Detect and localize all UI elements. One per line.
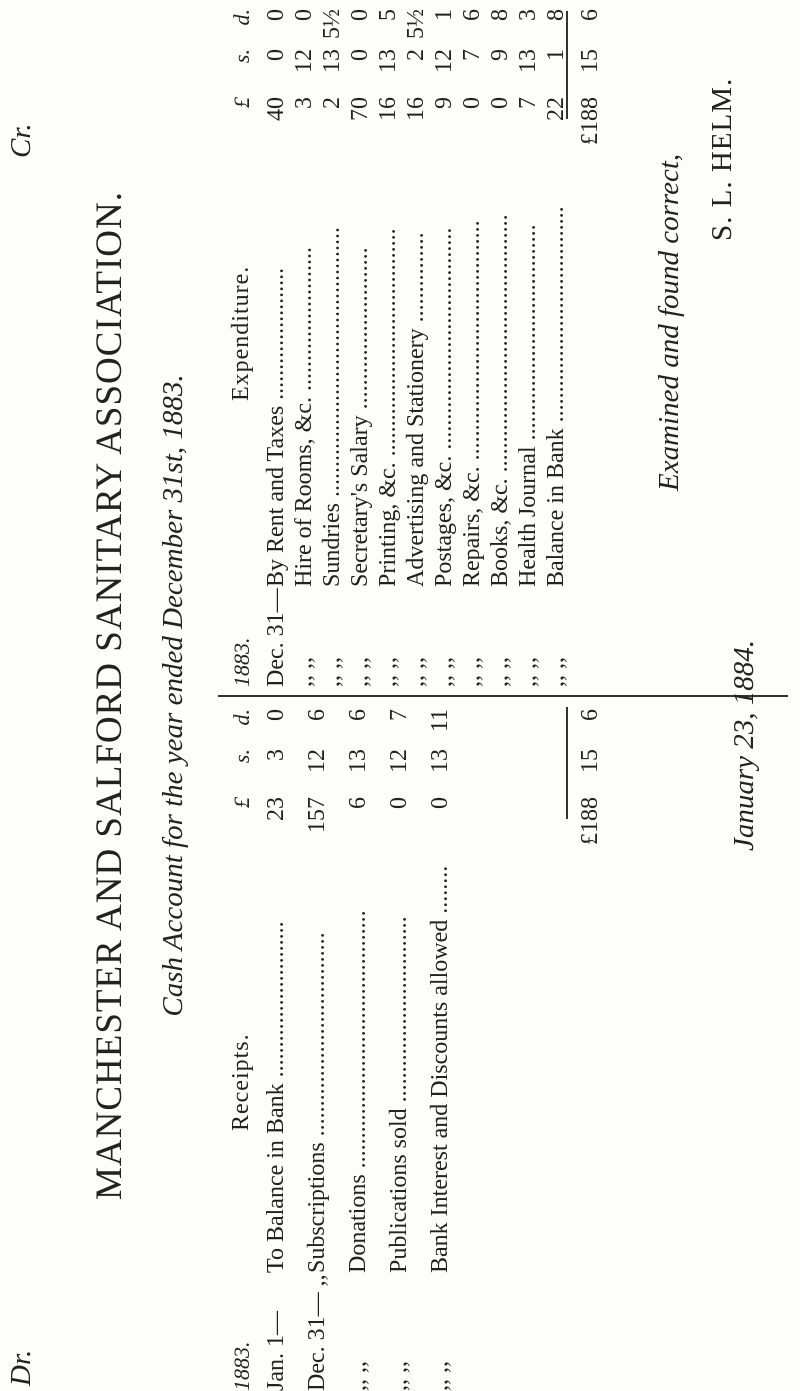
- entry-pounds: 23: [263, 797, 289, 821]
- entry-pence: 0: [263, 9, 289, 21]
- entry-pounds: 9: [431, 97, 457, 109]
- expenditure-year: 1883.: [229, 637, 254, 687]
- entry-shillings: 2: [403, 49, 429, 61]
- entry-pounds: 16: [403, 97, 429, 121]
- entry-shillings: 12: [291, 49, 317, 73]
- receipts-row: [303, 701, 331, 1391]
- entry-pence: 1: [431, 9, 457, 21]
- entry-pounds: 157: [304, 797, 330, 833]
- expenditure-heading: Expenditure.: [228, 265, 254, 401]
- attestation-date: January 23, 1884.: [728, 639, 760, 851]
- entry-pounds: 0: [386, 797, 412, 809]
- column-divider: [218, 695, 788, 697]
- expenditure-row: [514, 7, 542, 687]
- expenditure-row: [430, 7, 458, 687]
- entry-date: ,, ,,: [515, 657, 541, 687]
- auditor-signature: S. L. HELM.: [706, 77, 738, 241]
- entry-pence: 0: [347, 9, 373, 21]
- entry-shillings: 13: [345, 749, 371, 773]
- entry-pounds: 22: [543, 97, 569, 121]
- entry-date: ,, ,,: [319, 657, 345, 687]
- entry-date: ,, ,,: [345, 1361, 371, 1391]
- shillings-header: s.: [229, 749, 254, 764]
- receipts-total-pounds: £188: [577, 797, 603, 845]
- entry-pounds: 0: [459, 97, 485, 109]
- expenditure-column-header: [228, 7, 256, 687]
- entry-description: Hire of Rooms, &c. ........................: [291, 247, 317, 587]
- entry-description: Bank Interest and Discounts allowed ........: [427, 865, 453, 1273]
- entry-shillings: 13: [375, 49, 401, 73]
- entry-pence: 11: [427, 709, 453, 733]
- entry-pence: 6: [304, 709, 330, 721]
- entry-shillings: 13: [319, 49, 345, 73]
- entry-shillings: 0: [347, 49, 373, 61]
- pence-header: d.: [229, 9, 254, 26]
- receipts-total-row: [576, 701, 604, 1391]
- page-title: MANCHESTER AND SALFORD SANITARY ASSOCIATION.: [89, 191, 130, 1200]
- entry-description: Health Journal ....................................: [515, 224, 541, 587]
- expenditure-total-pounds: £188: [577, 97, 603, 145]
- expenditure-total-row: [576, 7, 604, 687]
- entry-date: Dec. 31—: [263, 588, 289, 687]
- entry-pence: 6: [459, 9, 485, 21]
- entry-date: ,, ,,: [431, 657, 457, 687]
- entry-shillings: 9: [487, 49, 513, 61]
- entry-date: ,, ,,: [375, 657, 401, 687]
- entry-date: ,, ,,: [427, 1361, 453, 1391]
- entry-description: Sundries .............................................: [319, 227, 345, 587]
- receipts-heading: Receipts.: [228, 1033, 254, 1131]
- debit-label: Dr.: [5, 1349, 37, 1386]
- entry-shillings: 12: [431, 49, 457, 73]
- entry-pounds: 7: [515, 97, 541, 109]
- entry-description: Advertising and Stationery ...............: [403, 232, 429, 587]
- entry-description: Subscriptions ..................................: [304, 932, 330, 1273]
- entry-pence: 8: [543, 9, 569, 21]
- expenditure-row: [318, 7, 346, 687]
- entry-description: To Balance in Bank ..........................: [263, 921, 289, 1273]
- expenditure-row: [374, 7, 402, 687]
- receipts-total-pence: 6: [577, 709, 603, 721]
- entry-description: Publications sold ...............................: [386, 916, 412, 1273]
- entry-pounds: 3: [291, 97, 317, 109]
- entry-shillings: 1: [543, 49, 569, 61]
- pounds-header: £: [229, 97, 254, 108]
- entry-date: ,, ,,: [487, 657, 513, 687]
- entry-pounds: 40: [263, 97, 289, 121]
- entry-pounds: 6: [345, 797, 371, 809]
- entry-pounds: 70: [347, 97, 373, 121]
- expenditure-row: [262, 7, 290, 687]
- entry-description: Postages, &c. .....................................: [431, 227, 457, 587]
- receipts-total-rule: [566, 707, 568, 819]
- expenditure-total-rule: [566, 11, 568, 119]
- pounds-header: £: [229, 797, 254, 808]
- entry-pence: 5½: [403, 9, 429, 39]
- expenditure-row: [402, 7, 430, 687]
- entry-date: ,, ,,: [386, 1361, 412, 1391]
- page-subtitle: Cash Account for the year ended December 31st, 1883.: [157, 374, 189, 1017]
- entry-pounds: 2: [319, 97, 345, 109]
- entry-pence: 5: [375, 9, 401, 21]
- entry-description: Printing, &c. ......................................: [375, 228, 401, 587]
- entry-shillings: 13: [515, 49, 541, 73]
- entry-date: ,, ,,: [347, 657, 373, 687]
- receipts-total-shillings: 15: [577, 749, 603, 773]
- entry-pence: 0: [263, 709, 289, 721]
- entry-pence: 0: [291, 9, 317, 21]
- expenditure-row: [290, 7, 318, 687]
- expenditure-row: [346, 7, 374, 687]
- expenditure-row: [458, 7, 486, 687]
- entry-description: Balance in Bank ....................................: [543, 206, 569, 587]
- entry-date: ,, ,,: [459, 657, 485, 687]
- entry-date: Dec. 31— ,,: [304, 1274, 330, 1391]
- entry-description: Books, &c. ...........................................: [487, 214, 513, 587]
- receipts-year: 1883.: [229, 1341, 254, 1391]
- entry-pounds: 16: [375, 97, 401, 121]
- entry-shillings: 0: [263, 49, 289, 61]
- entry-shillings: 12: [386, 749, 412, 773]
- entry-shillings: 3: [263, 749, 289, 761]
- receipts-row: [385, 701, 413, 1391]
- entry-date: ,, ,,: [543, 657, 569, 687]
- entry-pence: 3: [515, 9, 541, 21]
- shillings-header: s.: [229, 49, 254, 64]
- entry-pence: 5½: [319, 9, 345, 39]
- receipts-column-header: [228, 701, 256, 1391]
- entry-pence: 6: [345, 709, 371, 721]
- entry-date: ,, ,,: [403, 657, 429, 687]
- receipts-row: [262, 701, 290, 1391]
- entry-description: Repairs, &c. ........................................: [459, 220, 485, 587]
- entry-pence: 8: [487, 9, 513, 21]
- entry-pounds: 0: [427, 797, 453, 809]
- expenditure-total-shillings: 15: [577, 49, 603, 73]
- entry-date: ,, ,,: [291, 657, 317, 687]
- entry-description: Donations ...........................................: [345, 910, 371, 1273]
- expenditure-row: [486, 7, 514, 687]
- receipts-row: [344, 701, 372, 1391]
- entry-shillings: 7: [459, 49, 485, 61]
- pence-header: d.: [229, 709, 254, 726]
- entry-date: Jan. 1—: [263, 1311, 289, 1391]
- entry-pounds: 0: [487, 97, 513, 109]
- entry-pence: 7: [386, 709, 412, 721]
- entry-shillings: 13: [427, 749, 453, 773]
- entry-shillings: 12: [304, 749, 330, 773]
- entry-description: Secretary's Salary ...........................: [347, 247, 373, 587]
- expenditure-total-pence: 6: [577, 9, 603, 21]
- entry-description: By Rent and Taxes ......................: [263, 267, 289, 587]
- receipts-row: [426, 701, 454, 1391]
- credit-label: Cr.: [5, 123, 37, 158]
- examined-statement: Examined and found correct,: [653, 153, 685, 491]
